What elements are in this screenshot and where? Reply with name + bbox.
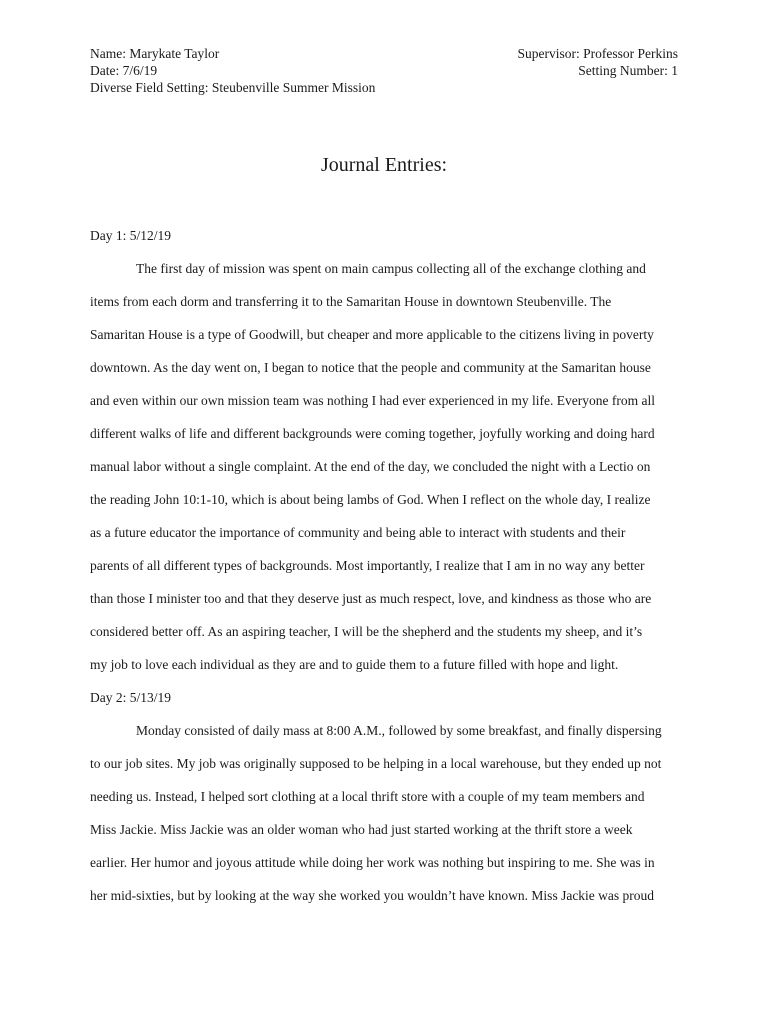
field-setting: Diverse Field Setting: Steubenville Summer Mission <box>90 80 376 95</box>
header-row-1 <box>90 45 678 62</box>
entry-heading-day-2: Day 2: 5/13/19 <box>90 690 171 705</box>
entry-1-line: items from each dorm and transferring it to the Samaritan House in downtown Steubenville. The <box>90 294 612 309</box>
entry-1-line: manual labor without a single complaint. At the end of the day, we concluded the night with a Lectio on <box>90 459 651 474</box>
entry-1-line: Samaritan House is a type of Goodwill, but cheaper and more applicable to the citizens living in poverty <box>90 327 654 342</box>
entry-1-line: The first day of mission was spent on main campus collecting all of the exchange clothing and <box>136 261 646 276</box>
entry-2-line: Miss Jackie. Miss Jackie was an older woman who had just started working at the thrift store a week <box>90 822 633 837</box>
entry-1-line: parents of all different types of backgrounds. Most importantly, I realize that I am in no way any better <box>90 558 645 573</box>
entry-heading-day-1: Day 1: 5/12/19 <box>90 228 171 243</box>
entry-1-line: downtown. As the day went on, I began to notice that the people and community at the Samaritan house <box>90 360 651 375</box>
entry-1-line: the reading John 10:1-10, which is about being lambs of God. When I reflect on the whole day, I realize <box>90 492 651 507</box>
entry-1-line: than those I minister too and that they deserve just as much respect, love, and kindness as those who are <box>90 591 652 606</box>
entry-2-line: to our job sites. My job was originally supposed to be helping in a local warehouse, but they ended up not <box>90 756 662 771</box>
entry-2-line: her mid-sixties, but by looking at the way she worked you wouldn’t have known. Miss Jackie was proud <box>90 888 655 903</box>
document-header <box>90 45 678 96</box>
entry-2-line: earlier. Her humor and joyous attitude while doing her work was nothing but inspiring to me. She was in <box>90 855 655 870</box>
supervisor-name: Supervisor: Professor Perkins <box>517 46 678 61</box>
journal-body <box>90 219 680 912</box>
entry-1-line: as a future educator the importance of community and being able to interact with students and their <box>90 525 626 540</box>
entry-1-line: and even within our own mission team was nothing I had ever experienced in my life. Everyone from all <box>90 393 655 408</box>
document-date: Date: 7/6/19 <box>90 63 158 78</box>
header-row-3 <box>90 79 678 96</box>
entry-1-line: considered better off. As an aspiring teacher, I will be the shepherd and the students my sheep, and it’s <box>90 624 643 639</box>
setting-number: Setting Number: 1 <box>578 63 678 78</box>
entry-2-line: needing us. Instead, I helped sort clothing at a local thrift store with a couple of my team members and <box>90 789 645 804</box>
entry-1-line: different walks of life and different backgrounds were coming together, joyfully working and doing hard <box>90 426 655 441</box>
entry-1-line: my job to love each individual as they are and to guide them to a future filled with hope and light. <box>90 657 619 672</box>
student-name: Name: Marykate Taylor <box>90 46 220 61</box>
header-row-2 <box>90 62 678 79</box>
entry-2-line: Monday consisted of daily mass at 8:00 A.M., followed by some breakfast, and finally dispersing <box>136 723 662 738</box>
page-title: Journal Entries: <box>320 154 448 176</box>
